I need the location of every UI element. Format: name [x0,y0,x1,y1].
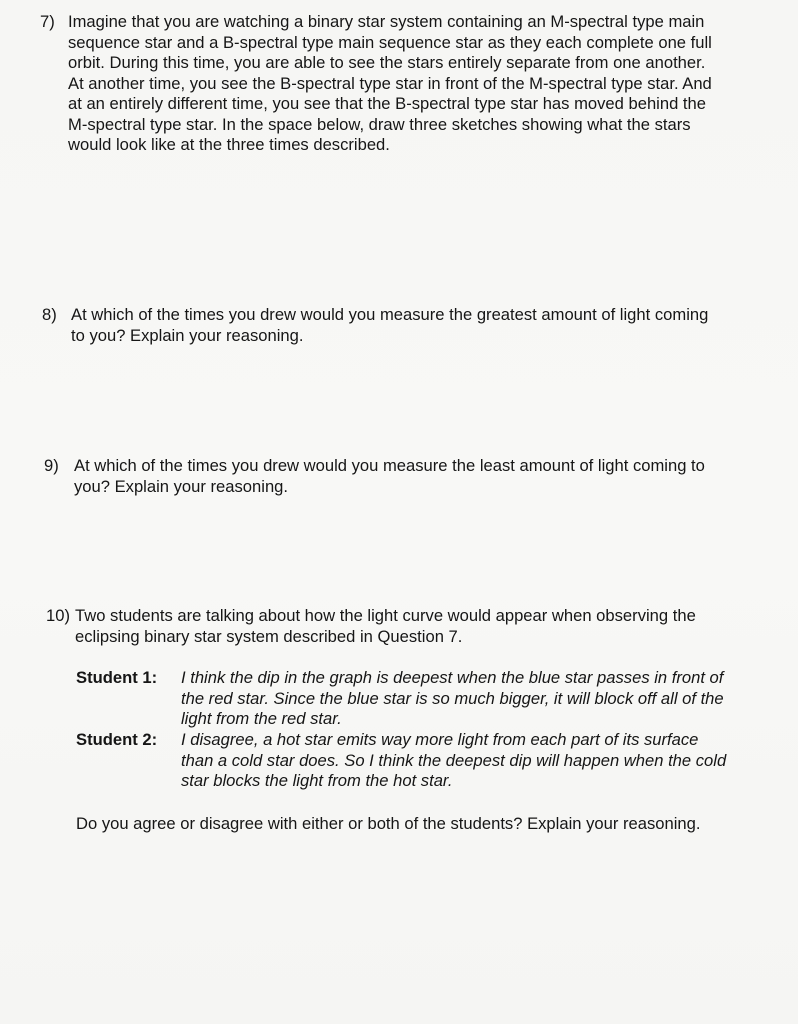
quote-line: light from the red star. [181,709,342,728]
quote-line: I think the dip in the graph is deepest when the blue star passes in front of [181,668,724,687]
quote-line: I disagree, a hot star emits way more light from each part of its surface [181,730,699,749]
question-line: would look like at the three times described. [68,135,390,154]
question-line: Imagine that you are watching a binary star system containing an M-spectral type main [68,12,705,31]
question-text [71,305,708,346]
question-text [74,456,705,497]
question-line: to you? Explain your reasoning. [71,325,304,345]
student-1-label: Student 1: [76,668,158,687]
student-2-quote [181,730,726,792]
student-1-quote [181,668,724,730]
question-line: you? Explain your reasoning. [74,476,289,496]
question-number: 10) [46,606,70,625]
quote-line: the red star. Since the blue star is so much bigger, it will block off all of the [181,688,724,708]
question-line: At which of the times you drew would you measure the greatest amount of light coming [71,305,709,324]
question-line: At another time, you see the B-spectral type star in front of the M-spectral type star. And [68,73,712,93]
question-number: 7) [40,12,55,31]
question-line: At which of the times you drew would you measure the least amount of light coming to [74,456,705,475]
closing-question: Do you agree or disagree with either or both of the students? Explain your reasoning. [76,814,701,833]
quote-line: than a cold star does. So I think the deepest dip will happen when the cold [181,750,727,770]
question-line: at an entirely different time, you see that the B-spectral type star has moved behind the [68,94,706,113]
question-number: 8) [42,305,57,324]
question-line: eclipsing binary star system described in Question 7. [75,626,463,646]
question-line: M-spectral type star. In the space below, draw three sketches showing what the stars [68,114,691,134]
question-line: Two students are talking about how the light curve would appear when observing the [75,606,696,625]
student-2-label: Student 2: [76,730,158,749]
question-text [75,606,696,647]
question-number: 9) [44,456,59,475]
question-line: sequence star and a B-spectral type main sequence star as they each complete one full [68,32,712,52]
question-line: orbit. During this time, you are able to see the stars entirely separate from one another. [68,53,706,72]
question-text [68,12,712,156]
quote-line: star blocks the light from the hot star. [181,771,453,790]
